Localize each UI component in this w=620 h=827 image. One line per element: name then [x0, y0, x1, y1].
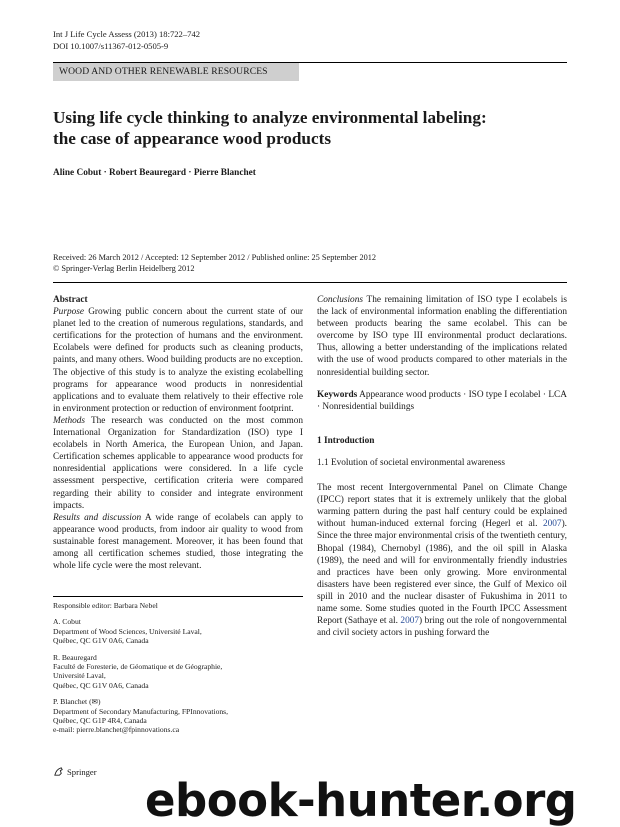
intro-text-a: The most recent Intergovernmental Panel on Climate Change (IPCC) report states that it is extremely unlikely that the global warming pattern during the past half century could be explained without human-induced external forcing (Hegerl et al. [317, 483, 567, 530]
methods-text: The research was conducted on the most common International Organization for Standardization (ISO) type I ecolabels in North America, the European Union, and Japan. Certification schemes applicable to appearance wood products for nonresidential applications were considered. In a life cycle assessment perspective, certification criteria were compared regarding their ability to consider and integrate environment impacts. [53, 415, 303, 511]
abstract-rule [53, 282, 567, 283]
springer-horse-icon [53, 766, 64, 777]
author-list: Aline Cobut · Robert Beauregard · Pierre Blanchet [53, 168, 256, 178]
abstract-conclusions [317, 294, 567, 379]
affiliation-blanchet [53, 697, 303, 735]
conclusions-text: The remaining limitation of ISO type I ecolabels is the lack of environmental information enabling the differentiation between products bearing the same ecolabel. This can be overcome by ISO type III environmental product declarations. Thus, allowing a better understanding of the implications related with the use of wood products compared to other materials in the nonresidential building sector. [317, 295, 567, 378]
citation-link-sathaye[interactable]: 2007 [400, 616, 420, 627]
footnotes [53, 601, 303, 742]
introduction-subheading: 1.1 Evolution of societal environmental awareness [317, 457, 505, 468]
journal-doi: DOI 10.1007/s11367-012-0505-9 [53, 40, 169, 51]
affiliation-line: Department of Secondary Manufacturing, FPInnovations, [53, 706, 229, 716]
publisher-name: Springer [67, 766, 97, 777]
affiliation-cobut [53, 617, 303, 645]
email-link[interactable]: e-mail: pierre.blanchet@fpinnovations.ca [53, 725, 180, 735]
left-column [53, 294, 303, 572]
publisher-mark [53, 766, 97, 777]
article-title [53, 107, 573, 149]
title-line-1: Using life cycle thinking to analyze environmental labeling: [53, 108, 487, 127]
journal-volume: Int J Life Cycle Assess (2013) 18:722–742 [53, 29, 201, 39]
results-text: A wide range of ecolabels can apply to appearance wood products, from indoor air quality to wood from sustainable forest management. Moreover, it has been found that among all certification schemes studied, those integrating the whole life cycle were the most relevant. [53, 512, 303, 572]
affiliation-name: P. Blanchet (✉) [53, 697, 101, 707]
affiliation-name: A. Cobut [53, 617, 81, 627]
introduction-heading: 1 Introduction [317, 435, 375, 446]
intro-text-b: ). Since the three major environmental crisis of the twentieth century, Bhopal (1984), Chernobyl (1986), and the oil spill in Alaska (1989), the need and will for environmentally friendly industries and practices have been only growing. More environmental disasters have been registered ever since, the Gulf of Mexico oil spill in 2010 and the nuclear disaster of Fukushima in 2011 to name some. Some studies quoted in the Fourth IPCC Assessment Report (Sathaye et al. [317, 519, 567, 627]
abstract-results [53, 512, 303, 572]
copyright: © Springer-Verlag Berlin Heidelberg 2012 [53, 264, 195, 273]
watermark: ebook-hunter.org [145, 774, 577, 827]
abstract-purpose [53, 306, 303, 415]
keywords-label: Keywords [317, 389, 358, 400]
purpose-text: Growing public concern about the current state of our planet led to the creation of numerous regulations, standards, and certifications for the protection of humans and the environment. Ecolabels were defined for products such as cleaning products, paints, and many others. Wood building products are no exception. The objective of this study is to analyze the existing ecolabelling programs for appearance wood products in nonresidential applications and to evaluate them relatively to their effective role in environment protection or reduction of environment footprint. [53, 307, 303, 414]
received-accepted-dates: Received: 26 March 2012 / Accepted: 12 September 2012 / Published online: 25 September 2012 [53, 253, 377, 262]
section-tag: WOOD AND OTHER RENEWABLE RESOURCES [53, 63, 299, 81]
keywords-text: Appearance wood products · ISO type I ecolabel · LCA · Nonresidential buildings [317, 389, 567, 412]
abstract-heading: Abstract [53, 295, 88, 305]
affiliation-line: Université Laval, [53, 671, 106, 681]
right-column [317, 294, 567, 639]
introduction-paragraph [317, 482, 567, 639]
footnote-rule [53, 596, 303, 597]
affiliation-name: R. Beauregard [53, 652, 97, 662]
abstract-methods [53, 415, 303, 512]
journal-citation [53, 29, 200, 52]
affiliation-line: Québec, QC G1V 0A6, Canada [53, 636, 149, 646]
intro-text-c: ) bring out the role of nongovernmental and civil society actors in pushing forward the [317, 616, 567, 639]
affiliation-line: Faculté de Foresterie, de Géomatique et de Géographie, [53, 662, 223, 672]
responsible-editor: Responsible editor: Barbara Nebel [53, 601, 158, 610]
affiliation-line: Québec, QC G1P 4R4, Canada [53, 716, 147, 726]
purpose-label: Purpose [53, 307, 84, 318]
title-line-2: the case of appearance wood products [53, 129, 332, 148]
keywords [317, 389, 567, 413]
publication-dates [53, 252, 376, 274]
results-label: Results and discussion [53, 512, 142, 523]
conclusions-label: Conclusions [317, 295, 363, 305]
affiliation-beauregard [53, 653, 303, 691]
affiliation-line: Department of Wood Sciences, Université Laval, [53, 626, 202, 636]
methods-label: Methods [53, 415, 86, 426]
citation-link-hegerl[interactable]: 2007 [542, 519, 562, 530]
affiliation-line: Québec, QC G1V 0A6, Canada [53, 680, 149, 690]
